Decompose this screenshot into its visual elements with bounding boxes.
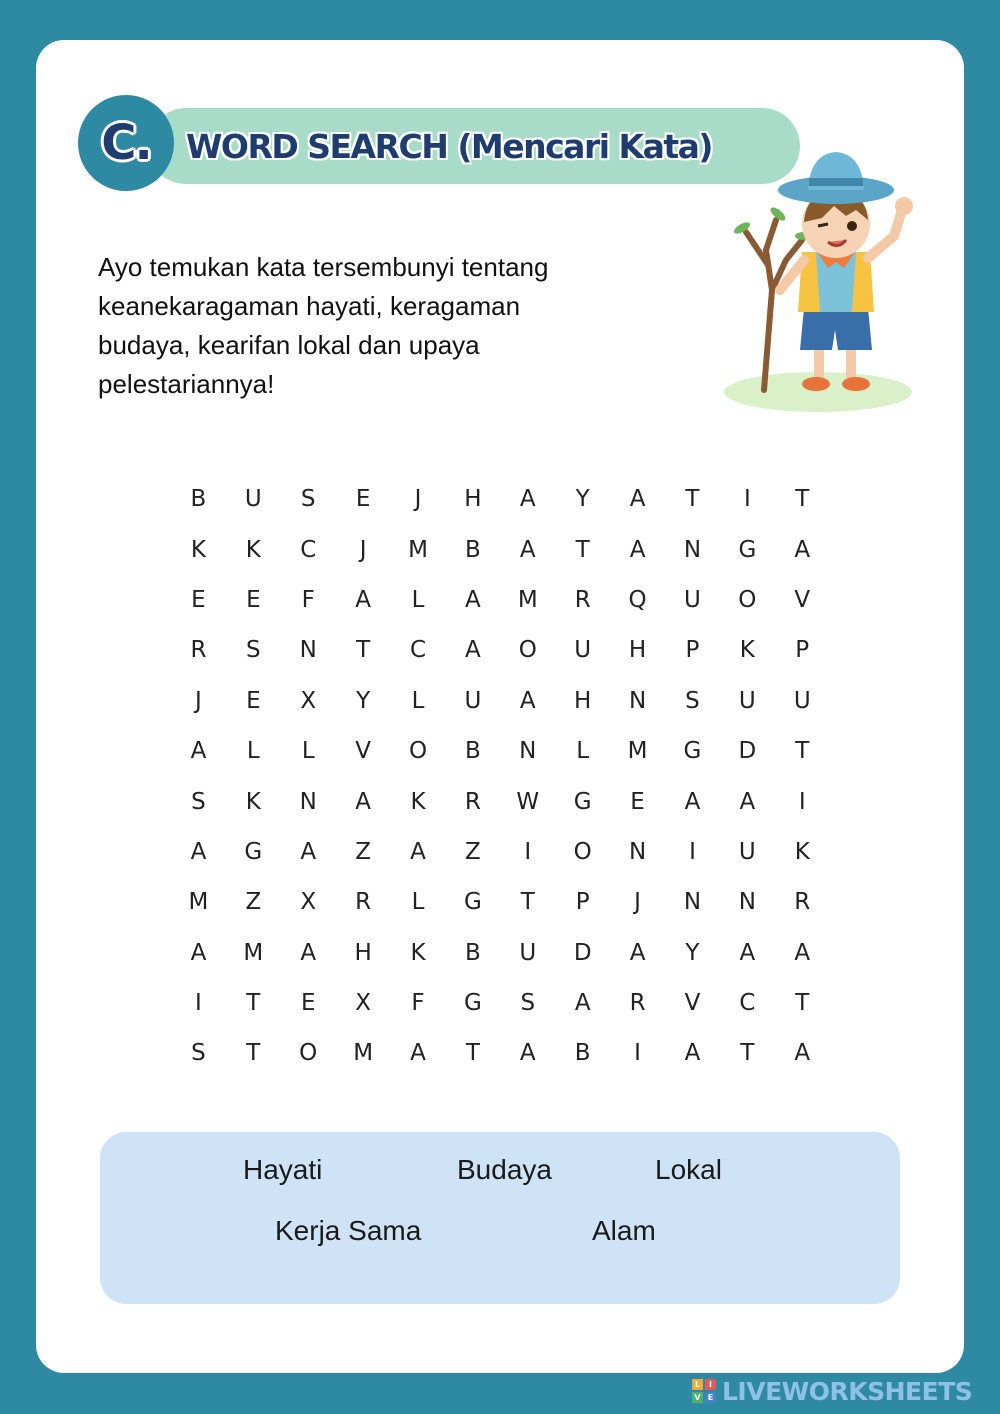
kid-shoe <box>802 377 830 391</box>
grid-letter[interactable]: J <box>414 486 422 513</box>
grid-letter[interactable]: A <box>794 536 811 563</box>
grid-letter[interactable]: I <box>524 838 532 865</box>
grid-letter[interactable]: P <box>575 889 590 916</box>
grid-letter[interactable]: B <box>465 536 481 563</box>
grid-letter[interactable]: T <box>356 637 371 664</box>
grid-letter[interactable]: K <box>410 939 426 966</box>
grid-letter[interactable]: I <box>634 1040 641 1067</box>
grid-letter[interactable]: S <box>300 486 316 513</box>
grid-letter[interactable]: K <box>794 838 810 865</box>
logo-letter: I <box>705 1379 716 1390</box>
grid-letter[interactable]: A <box>465 586 481 613</box>
grid-letter[interactable]: B <box>465 939 481 966</box>
grid-letter[interactable]: G <box>573 788 592 815</box>
grid-letter[interactable]: H <box>464 486 482 513</box>
grid-letter[interactable]: R <box>794 889 811 916</box>
grid-letter[interactable]: I <box>689 838 696 865</box>
explorer-kid-illustration <box>706 140 926 420</box>
grid-letter[interactable]: E <box>630 788 645 815</box>
kid-eye <box>847 221 857 231</box>
instructions-text <box>98 248 698 404</box>
grid-letter[interactable]: S <box>520 990 536 1017</box>
grid-letter[interactable]: U <box>738 838 756 865</box>
grid-letter[interactable]: T <box>795 990 810 1017</box>
grid-letter[interactable]: L <box>576 738 590 765</box>
grid-row <box>171 776 830 826</box>
instructions-line: budaya, kearifan lokal dan upaya <box>98 330 480 360</box>
logo-letter: V <box>692 1392 703 1403</box>
grid-letter[interactable]: A <box>410 1040 426 1067</box>
grid-row <box>171 1028 830 1078</box>
grid-letter[interactable]: O <box>299 1040 318 1067</box>
grid-letter[interactable]: N <box>683 889 702 916</box>
grid-letter[interactable]: A <box>300 939 317 966</box>
grid-letter[interactable]: A <box>629 939 646 966</box>
grid-letter[interactable]: U <box>793 687 811 714</box>
logo-letter: E <box>705 1392 716 1403</box>
grid-letter[interactable]: K <box>739 637 755 664</box>
grid-letter[interactable]: N <box>299 788 317 815</box>
grid-letter[interactable]: R <box>190 637 207 664</box>
grid-letter[interactable]: A <box>629 486 646 513</box>
grid-letter[interactable]: C <box>409 637 427 664</box>
grid-row <box>171 877 830 927</box>
grid-letter[interactable]: R <box>464 788 481 815</box>
section-letter: C. <box>101 115 151 171</box>
grid-letter[interactable]: A <box>794 1040 811 1067</box>
grid-letter[interactable]: A <box>355 586 371 613</box>
grid-letter[interactable]: I <box>798 788 806 815</box>
grid-letter[interactable]: L <box>301 738 315 765</box>
grid-letter[interactable]: L <box>411 586 425 613</box>
grid-letter[interactable]: A <box>739 939 756 966</box>
walking-stick <box>746 220 802 390</box>
page-title: WORD SEARCH (Mencari Kata) <box>186 127 712 166</box>
grid-letter[interactable]: K <box>410 788 426 815</box>
grid-row <box>171 928 830 978</box>
grid-letter[interactable]: U <box>244 486 262 513</box>
grid-letter[interactable]: E <box>355 486 371 513</box>
grid-letter[interactable]: L <box>411 687 425 714</box>
grid-letter[interactable]: I <box>743 486 751 513</box>
grid-row <box>171 978 830 1028</box>
grid-letter[interactable]: G <box>463 889 482 916</box>
grid-letter[interactable]: L <box>411 889 425 916</box>
grid-letter[interactable]: J <box>195 687 202 714</box>
grid-letter[interactable]: O <box>573 838 592 865</box>
grid-letter[interactable]: F <box>301 586 315 613</box>
kid-hand <box>895 197 913 215</box>
grid-letter[interactable]: U <box>738 687 756 714</box>
word-item-lokal: Lokal <box>655 1154 722 1185</box>
hat-band <box>809 178 863 186</box>
grid-letter[interactable]: U <box>464 687 482 714</box>
grid-letter[interactable]: E <box>191 586 206 613</box>
grid-letter[interactable]: N <box>519 738 537 765</box>
grid-letter[interactable]: P <box>685 637 700 664</box>
grid-letter[interactable]: P <box>795 637 810 664</box>
grid-row <box>171 676 830 726</box>
grid-letter[interactable]: K <box>245 536 261 563</box>
grid-letter[interactable]: J <box>359 536 367 563</box>
grid-letter[interactable]: X <box>300 889 317 916</box>
grid-letter[interactable]: Z <box>465 838 481 865</box>
grid-letter[interactable]: K <box>190 536 206 563</box>
word-item-hayati: Hayati <box>243 1154 323 1185</box>
word-item-alam: Alam <box>592 1215 656 1246</box>
grid-letter[interactable]: S <box>246 637 261 664</box>
grid-letter[interactable]: V <box>684 990 701 1017</box>
grid-letter[interactable]: A <box>574 990 591 1017</box>
grid-letter[interactable]: N <box>628 687 647 714</box>
word-list-box <box>100 1132 900 1304</box>
grid-letter[interactable]: A <box>190 738 207 765</box>
grid-letter[interactable]: M <box>188 889 209 916</box>
grid-letter[interactable]: E <box>246 687 261 714</box>
grid-letter[interactable]: T <box>520 889 535 916</box>
grid-letter[interactable]: A <box>684 788 701 815</box>
grid-letter[interactable]: D <box>738 738 757 765</box>
grid-letter[interactable]: T <box>740 1040 755 1067</box>
grid-letter[interactable]: T <box>685 486 700 513</box>
grid-letter[interactable]: E <box>246 586 261 613</box>
grid-letter[interactable]: A <box>519 536 536 563</box>
grid-letter[interactable]: J <box>634 889 641 916</box>
grid-letter[interactable]: T <box>575 536 590 563</box>
grid-letter[interactable]: B <box>574 1040 591 1067</box>
grid-letter[interactable]: E <box>300 990 316 1017</box>
grid-letter[interactable]: Q <box>628 586 647 613</box>
grid-letter[interactable]: T <box>465 1040 480 1067</box>
grid-letter[interactable]: C <box>300 536 317 563</box>
grid-letter[interactable]: M <box>627 738 648 765</box>
grid-row <box>171 625 830 675</box>
grid-letter[interactable]: A <box>629 536 646 563</box>
grid-letter[interactable]: R <box>355 889 372 916</box>
liveworksheets-brand: LIVEWORKSHEETS <box>722 1376 973 1406</box>
grid-letter[interactable]: A <box>355 788 371 815</box>
kid-shoe <box>842 377 870 391</box>
grid-letter[interactable]: S <box>191 1040 206 1067</box>
grid-letter[interactable]: X <box>355 990 371 1017</box>
grid-letter[interactable]: T <box>795 738 810 765</box>
grid-letter[interactable]: G <box>738 536 757 563</box>
grid-letter[interactable]: Y <box>575 486 590 513</box>
grid-letter[interactable]: U <box>574 637 592 664</box>
grid-row <box>171 474 830 524</box>
grid-letter[interactable]: A <box>739 788 756 815</box>
grid-letter[interactable]: N <box>683 536 702 563</box>
grid-letter[interactable]: N <box>738 889 756 916</box>
grid-letter[interactable]: H <box>354 939 372 966</box>
kid-shorts <box>800 308 872 350</box>
grid-letter[interactable]: I <box>195 990 202 1017</box>
grid-letter[interactable]: G <box>463 990 482 1017</box>
grid-letter[interactable]: S <box>685 687 700 714</box>
grid-letter[interactable]: M <box>408 536 428 563</box>
grid-letter[interactable]: M <box>243 939 264 966</box>
grid-letter[interactable]: U <box>519 939 537 966</box>
grid-letter[interactable]: T <box>246 990 261 1017</box>
grid-letter[interactable]: A <box>465 637 481 664</box>
grid-letter[interactable]: X <box>300 687 317 714</box>
grid-letter[interactable]: N <box>299 637 317 664</box>
grid-letter[interactable]: B <box>465 738 481 765</box>
grid-letter[interactable]: D <box>573 939 592 966</box>
grid-letter[interactable]: S <box>191 788 206 815</box>
grid-letter[interactable]: Y <box>356 687 371 714</box>
grid-letter[interactable]: K <box>245 788 261 815</box>
logo-letter: L <box>692 1379 703 1390</box>
grid-letter[interactable]: A <box>410 838 426 865</box>
liveworksheets-footer[interactable] <box>692 1376 972 1406</box>
grid-letter[interactable]: G <box>683 738 702 765</box>
grid-letter[interactable]: A <box>519 486 536 513</box>
grid-letter[interactable]: U <box>684 586 701 613</box>
grid-row <box>171 575 830 625</box>
grid-letter[interactable]: A <box>684 1040 701 1067</box>
instructions-line: pelestariannya! <box>98 369 275 399</box>
grid-letter[interactable]: M <box>517 586 538 613</box>
grid-letter[interactable]: Y <box>685 939 700 966</box>
liveworksheets-logo-icon <box>692 1379 716 1403</box>
grid-letter[interactable]: R <box>629 990 646 1017</box>
grid-letter[interactable]: Z <box>355 838 371 865</box>
instructions-line: Ayo temukan kata tersembunyi tentang <box>98 252 549 282</box>
grid-letter[interactable]: A <box>300 838 317 865</box>
word-item-kerja-sama: Kerja Sama <box>275 1215 422 1246</box>
grid-letter[interactable]: L <box>246 738 260 765</box>
section-badge <box>78 95 174 191</box>
grid-letter[interactable]: A <box>190 939 207 966</box>
grid-letter[interactable]: N <box>628 838 647 865</box>
grid-letter[interactable]: A <box>519 687 536 714</box>
grid-letter[interactable]: V <box>794 586 811 613</box>
grid-letter[interactable]: M <box>353 1040 374 1067</box>
grid-letter[interactable]: A <box>190 838 207 865</box>
grid-row <box>171 726 830 776</box>
grid-row <box>171 827 830 877</box>
grid-letter[interactable]: O <box>518 637 537 664</box>
grid-letter[interactable]: T <box>795 486 810 513</box>
word-item-budaya: Budaya <box>457 1154 552 1185</box>
grid-letter[interactable]: A <box>794 939 811 966</box>
grid-letter[interactable]: W <box>516 788 540 815</box>
grid-letter[interactable]: F <box>411 990 425 1017</box>
grid-row <box>171 524 830 574</box>
instructions-line: keanekaragaman hayati, keragaman <box>98 291 521 321</box>
grid-letter[interactable]: H <box>628 637 647 664</box>
grid-letter[interactable]: Z <box>245 889 262 916</box>
grid-letter[interactable]: C <box>739 990 756 1017</box>
grid-letter[interactable]: R <box>574 586 591 613</box>
grid-letter[interactable]: G <box>244 838 263 865</box>
kid-wink <box>818 224 828 226</box>
grid-letter[interactable]: H <box>574 687 592 714</box>
grid-letter[interactable]: B <box>190 486 207 513</box>
grid-letter[interactable]: T <box>246 1040 261 1067</box>
word-search-grid[interactable] <box>171 474 830 1079</box>
grid-letter[interactable]: O <box>738 586 757 613</box>
grid-letter[interactable]: O <box>408 738 428 765</box>
grid-letter[interactable]: V <box>355 738 371 765</box>
grid-letter[interactable]: A <box>519 1040 536 1067</box>
kid-arm <box>868 210 902 258</box>
